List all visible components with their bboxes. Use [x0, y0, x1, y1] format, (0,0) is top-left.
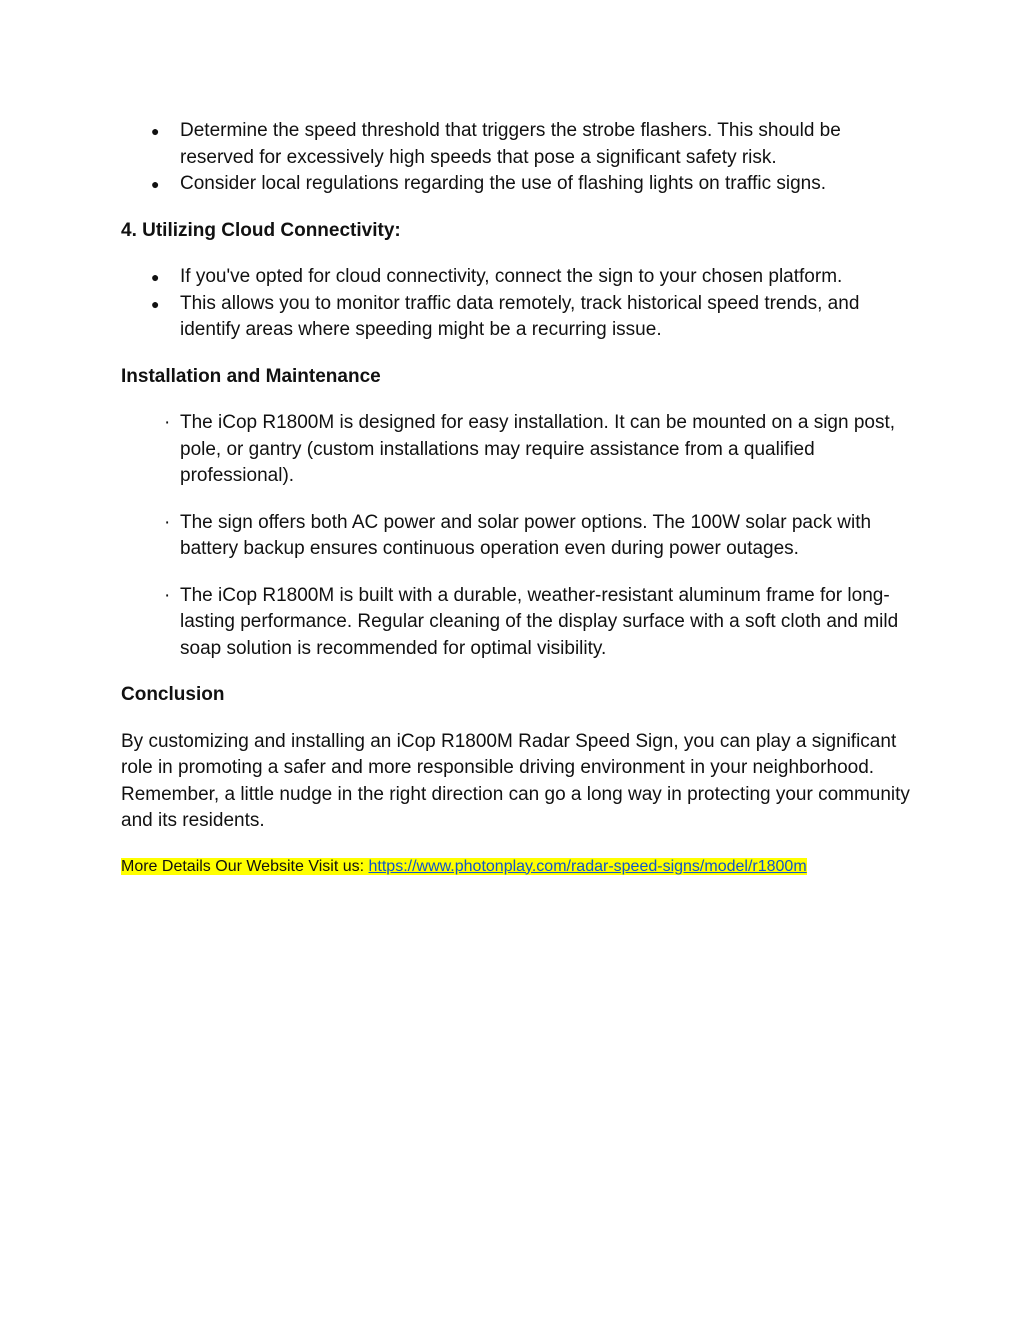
list-item: · The iCop R1800M is built with a durable, weather-resistant aluminum frame for long-lasting performance. Regular cleaning of the display surface with a soft cloth and mild soap solution is recommended for optimal visibility.: [164, 584, 899, 659]
list-item: · The iCop R1800M is designed for easy installation. It can be mounted on a sign post, pole, or gantry (custom installations may require assistance from a qualified professional).: [164, 412, 896, 486]
highlighted-label: More Details Our Website Visit us: https://www.photonplay.com/radar-speed-signs/model/r1800m: [121, 857, 807, 875]
strobe-settings-list: [121, 118, 911, 198]
website-link[interactable]: https://www.photonplay.com/radar-speed-signs/model/r1800m: [368, 857, 807, 875]
installation-heading: Installation and Maintenance: [121, 365, 381, 387]
cloud-connectivity-heading: 4. Utilizing Cloud Connectivity:: [121, 219, 401, 241]
conclusion-paragraph: By customizing and installing an iCop R1800M Radar Speed Sign, you can play a significant role in promoting a safer and more responsible driving environment in your neighborhood. Remember, a little nudge in the right direction can go a long way in protecting your community and its residents.: [121, 730, 910, 831]
bullet-icon: ●: [151, 269, 160, 285]
list-item: ● Consider local regulations regarding the use of flashing lights on traffic signs.: [121, 171, 911, 198]
list-item: ● If you've opted for cloud connectivity, connect the sign to your chosen platform.: [121, 264, 911, 291]
middot-bullet-icon: ·: [164, 412, 171, 433]
conclusion-heading: Conclusion: [121, 684, 225, 705]
cloud-connectivity-list: [121, 264, 911, 344]
list-item: · The sign offers both AC power and solar power options. The 100W solar pack with battery backup ensures continuous operation even during power outages.: [164, 511, 872, 559]
list-item: ● Determine the speed threshold that triggers the strobe flashers. This should be reserved for excessively high speeds that pose a significant safety risk.: [151, 120, 841, 168]
website-callout: [121, 856, 911, 878]
bullet-icon: ●: [151, 176, 160, 192]
middot-bullet-icon: ·: [164, 584, 171, 606]
bullet-icon: ●: [151, 123, 160, 139]
middot-bullet-icon: ·: [164, 511, 171, 533]
list-item: ● This allows you to monitor traffic data remotely, track historical speed trends, and identify areas where speeding might be a recurring issue.: [151, 292, 860, 340]
bullet-icon: ●: [151, 295, 160, 312]
document-content: [121, 118, 911, 878]
